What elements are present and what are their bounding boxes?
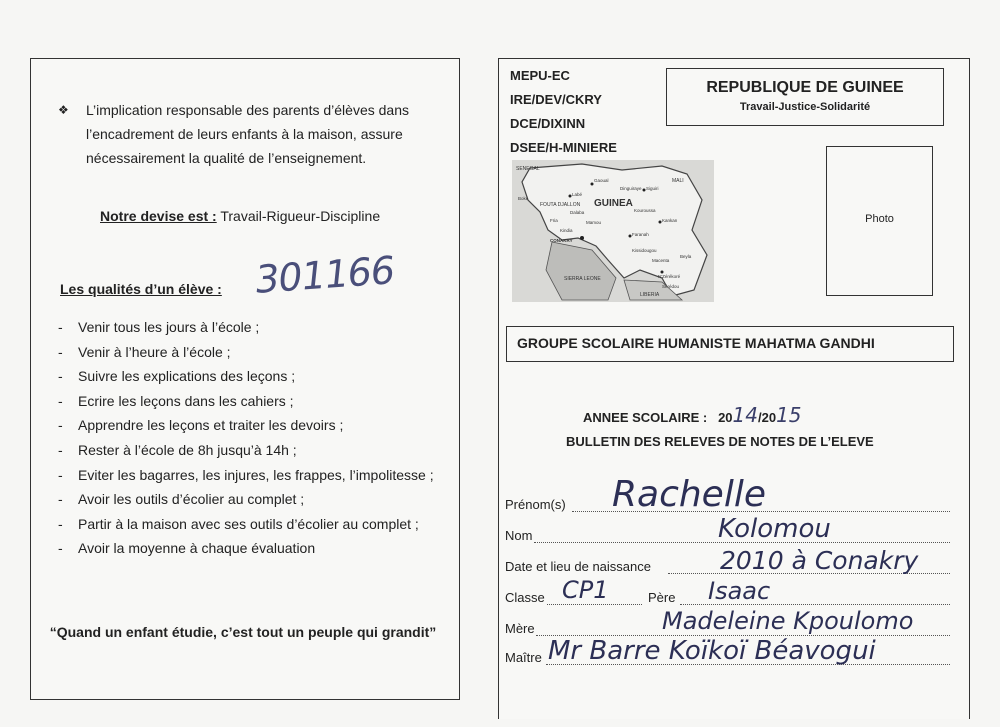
map-place-label: Dinguiraye bbox=[620, 186, 642, 191]
list-item: - Apprendre les leçons et traiter les devoirs ; bbox=[58, 417, 344, 434]
school-name-box bbox=[506, 326, 954, 362]
nom-value: Kolomou bbox=[718, 514, 831, 544]
map-country-label: GUINEA bbox=[594, 198, 633, 209]
map-place-label: Macenta bbox=[652, 258, 670, 263]
list-item: - Venir à l’heure à l’école ; bbox=[58, 343, 231, 360]
qualities-list bbox=[58, 316, 434, 562]
map-place-label: Boké bbox=[518, 196, 529, 201]
map-neighbor-label: SIERRA LEONE bbox=[564, 276, 601, 282]
school-name: GROUPE SCOLAIRE HUMANISTE MAHATMA GANDHI bbox=[517, 335, 875, 351]
list-item: - Rester à l’école de 8h jusqu’à 14h ; bbox=[58, 441, 297, 458]
conakry-dot bbox=[580, 236, 584, 240]
map-place-label: Labé bbox=[572, 192, 583, 197]
year-label: ANNEE SCOLAIRE : bbox=[583, 410, 708, 425]
classe-label: Classe bbox=[505, 590, 545, 605]
bulletin-title: BULLETIN DES RELEVES DE NOTES DE L’ELEVE bbox=[566, 434, 874, 449]
map-place-label: Faranah bbox=[632, 232, 649, 237]
photo-label: Photo bbox=[865, 213, 894, 225]
motto-label: Notre devise est : bbox=[100, 208, 217, 224]
school-year bbox=[583, 403, 802, 427]
map-neighbor-label: MALI bbox=[672, 178, 684, 184]
map-neighbor-label: SENEGAL bbox=[516, 166, 540, 172]
year-prefix: 20 bbox=[718, 410, 733, 425]
list-item: - Suivre les explications des leçons ; bbox=[58, 368, 296, 385]
intro-text: L’implication responsable des parents d’élèves dans l’encadrement de leurs enfants à la maison, assure nécessairement la qualité de l’enseignement. bbox=[86, 102, 409, 166]
list-item: - Avoir les outils d’écolier au complet ; bbox=[58, 491, 305, 508]
map-place-label: CONAKRY bbox=[550, 238, 573, 243]
prenom-value: Rachelle bbox=[612, 474, 766, 515]
map-place-label: Kindia bbox=[560, 228, 573, 233]
map-place-label: N'Zérékoré bbox=[658, 274, 681, 279]
naissance-value: 2010 à Conakry bbox=[720, 546, 919, 575]
admin-line: DSEE/H-MINIERE bbox=[510, 140, 617, 155]
map-place-label: Beyla bbox=[680, 254, 692, 259]
handwritten-number: 301166 bbox=[252, 247, 397, 303]
motto-value: Travail-Rigueur-Discipline bbox=[216, 208, 381, 224]
map-place-label: Gaoual bbox=[594, 178, 609, 183]
diamond-bullet-icon: ❖ bbox=[58, 103, 69, 117]
year-value-start: 14 bbox=[732, 403, 758, 427]
parents-involvement-note bbox=[60, 98, 430, 170]
admin-line: IRE/DEV/CKRY bbox=[510, 92, 602, 107]
mere-value: Madeleine Kpoulomo bbox=[662, 607, 914, 635]
list-item: - Venir tous les jours à l’école ; bbox=[58, 319, 260, 335]
republic-motto: Travail-Justice-Solidarité bbox=[739, 101, 871, 113]
administrative-header bbox=[510, 64, 617, 160]
year-value-end: 15 bbox=[776, 403, 802, 427]
list-item: - Eviter les bagarres, les injures, les frappes, l’impolitesse ; bbox=[58, 466, 434, 483]
map-place-label: Mamou bbox=[586, 220, 602, 225]
pere-label: Père bbox=[648, 590, 676, 605]
qualities-title: Les qualités d’un élève : bbox=[60, 281, 222, 297]
nom-label: Nom bbox=[505, 528, 533, 543]
admin-line: DCE/DIXINN bbox=[510, 116, 586, 131]
classe-value: CP1 bbox=[562, 576, 609, 604]
map-place-label: Kankan bbox=[662, 218, 678, 223]
map-region-label: FOUTA DJALLON bbox=[540, 202, 581, 208]
list-item: - Partir à la maison avec ses outils d’écolier au complet ; bbox=[58, 515, 419, 532]
mere-label: Mère bbox=[505, 621, 535, 636]
admin-line: MEPU-EC bbox=[510, 68, 570, 83]
list-item: - Avoir la moyenne à chaque évaluation bbox=[58, 540, 316, 557]
map-place-label: Kouroussa bbox=[634, 208, 656, 213]
pere-value: Isaac bbox=[708, 577, 771, 605]
republic-title: REPUBLIQUE DE GUINEE bbox=[706, 79, 904, 96]
map-place-label: Fria bbox=[550, 218, 558, 223]
maitre-label: Maître bbox=[505, 650, 542, 665]
classe-line bbox=[547, 604, 642, 605]
maitre-value: Mr Barre Koïkoï Béavogui bbox=[548, 636, 876, 666]
naissance-label: Date et lieu de naissance bbox=[505, 559, 651, 574]
map-neighbor-label: LIBERIA bbox=[640, 292, 660, 298]
year-separator: /20 bbox=[758, 410, 777, 425]
map-place-label: Kissidougou bbox=[632, 248, 657, 253]
prenom-label: Prénom(s) bbox=[505, 497, 566, 512]
map-place-label: Siguiri bbox=[646, 186, 659, 191]
republic-box bbox=[666, 68, 944, 126]
school-motto bbox=[100, 208, 380, 224]
map-place-label: Dalaba bbox=[570, 210, 585, 215]
list-item: - Ecrire les leçons dans les cahiers ; bbox=[58, 392, 294, 409]
photo-placeholder bbox=[826, 146, 933, 296]
closing-quote: “Quand un enfant étudie, c’est tout un peuple qui grandit” bbox=[49, 624, 437, 640]
guinea-map bbox=[512, 160, 714, 302]
map-place-label: Sérédou bbox=[662, 284, 680, 289]
